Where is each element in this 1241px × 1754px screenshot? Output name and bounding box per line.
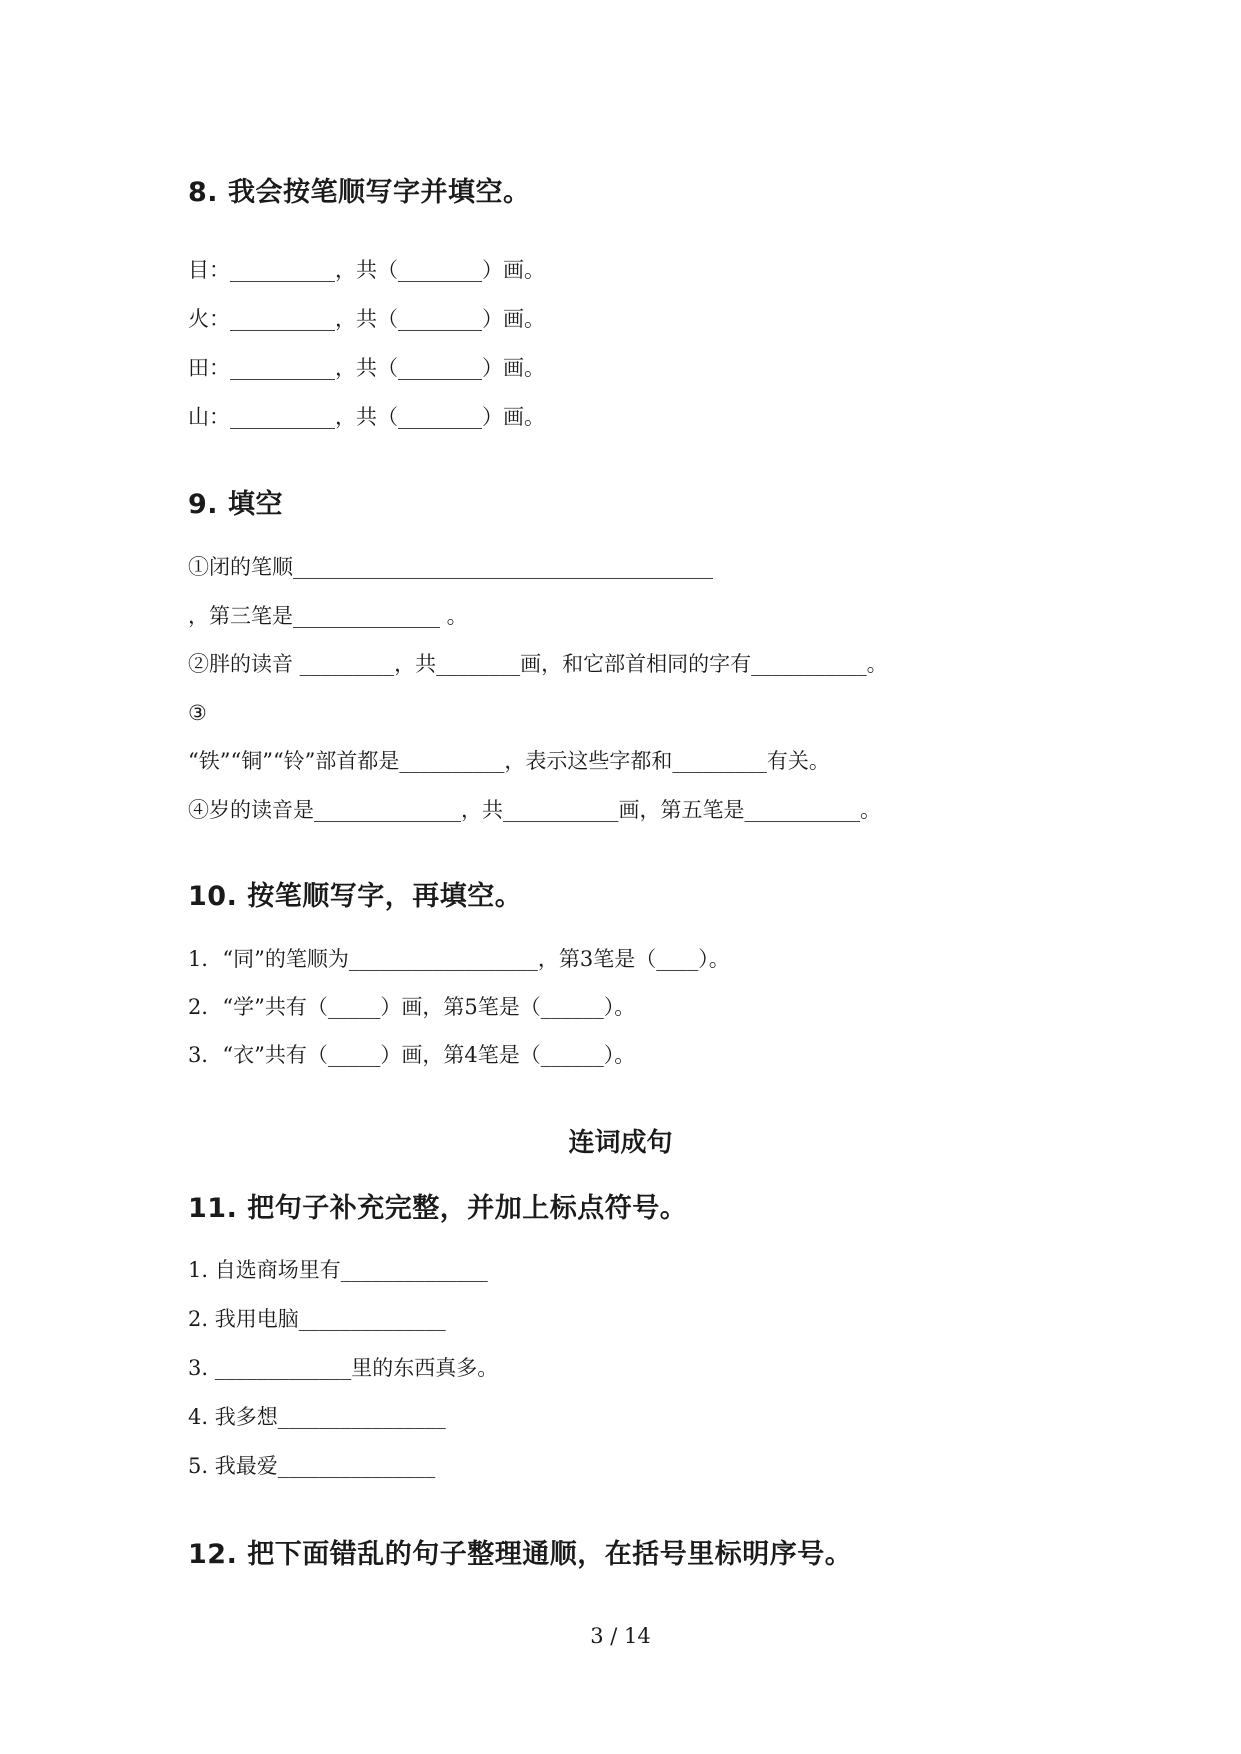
question-8-heading: 8. 我会按笔顺写字并填空。 bbox=[188, 177, 531, 208]
question-9-line-2: ，第三笔是______________ 。 bbox=[188, 604, 468, 628]
question-11-heading: 11. 把句子补充完整，并加上标点符号。 bbox=[188, 1193, 688, 1224]
question-9-line-6: ④岁的读音是______________，共___________画，第五笔是___________。 bbox=[188, 798, 881, 822]
question-11-line-1: 1. 自选商场里有______________ bbox=[188, 1258, 488, 1282]
question-10-line-1: 1．“同”的笔顺为__________________，第3笔是（____）。 bbox=[188, 947, 730, 971]
question-11-line-2: 2. 我用电脑______________ bbox=[188, 1307, 446, 1331]
question-10-heading: 10. 按笔顺写字，再填空。 bbox=[188, 881, 523, 912]
question-9-line-5: “铁”“铜”“铃”部首都是__________，表示这些字都和_________有关。 bbox=[188, 749, 830, 773]
question-8-line-3: 田：__________，共（________）画。 bbox=[188, 356, 545, 380]
question-11-line-3: 3. _____________里的东西真多。 bbox=[188, 1356, 499, 1380]
question-8-line-1: 目：__________，共（________）画。 bbox=[188, 258, 545, 282]
question-12-heading: 12. 把下面错乱的句子整理通顺，在括号里标明序号。 bbox=[188, 1539, 853, 1570]
question-9-heading: 9. 填空 bbox=[188, 489, 283, 520]
question-10-line-2: 2．“学”共有（_____）画，第5笔是（______）。 bbox=[188, 995, 636, 1019]
question-8-line-4: 山：__________，共（________）画。 bbox=[188, 405, 545, 429]
question-8-line-2: 火：__________，共（________）画。 bbox=[188, 307, 545, 331]
question-9-line-1: ①闭的笔顺________________________________________ bbox=[188, 555, 713, 579]
question-11-line-4: 4. 我多想________________ bbox=[188, 1405, 446, 1429]
question-9-line-4: ③ bbox=[188, 701, 207, 725]
question-11-line-5: 5. 我最爱_______________ bbox=[188, 1454, 436, 1478]
question-10-line-3: 3．“衣”共有（_____）画，第4笔是（______）。 bbox=[188, 1043, 636, 1067]
page-number: 3 / 14 bbox=[590, 1624, 651, 1648]
section-title: 连词成句 bbox=[568, 1128, 673, 1158]
question-9-line-3: ②胖的读音 _________，共________画，和它部首相同的字有___________。 bbox=[188, 652, 888, 676]
